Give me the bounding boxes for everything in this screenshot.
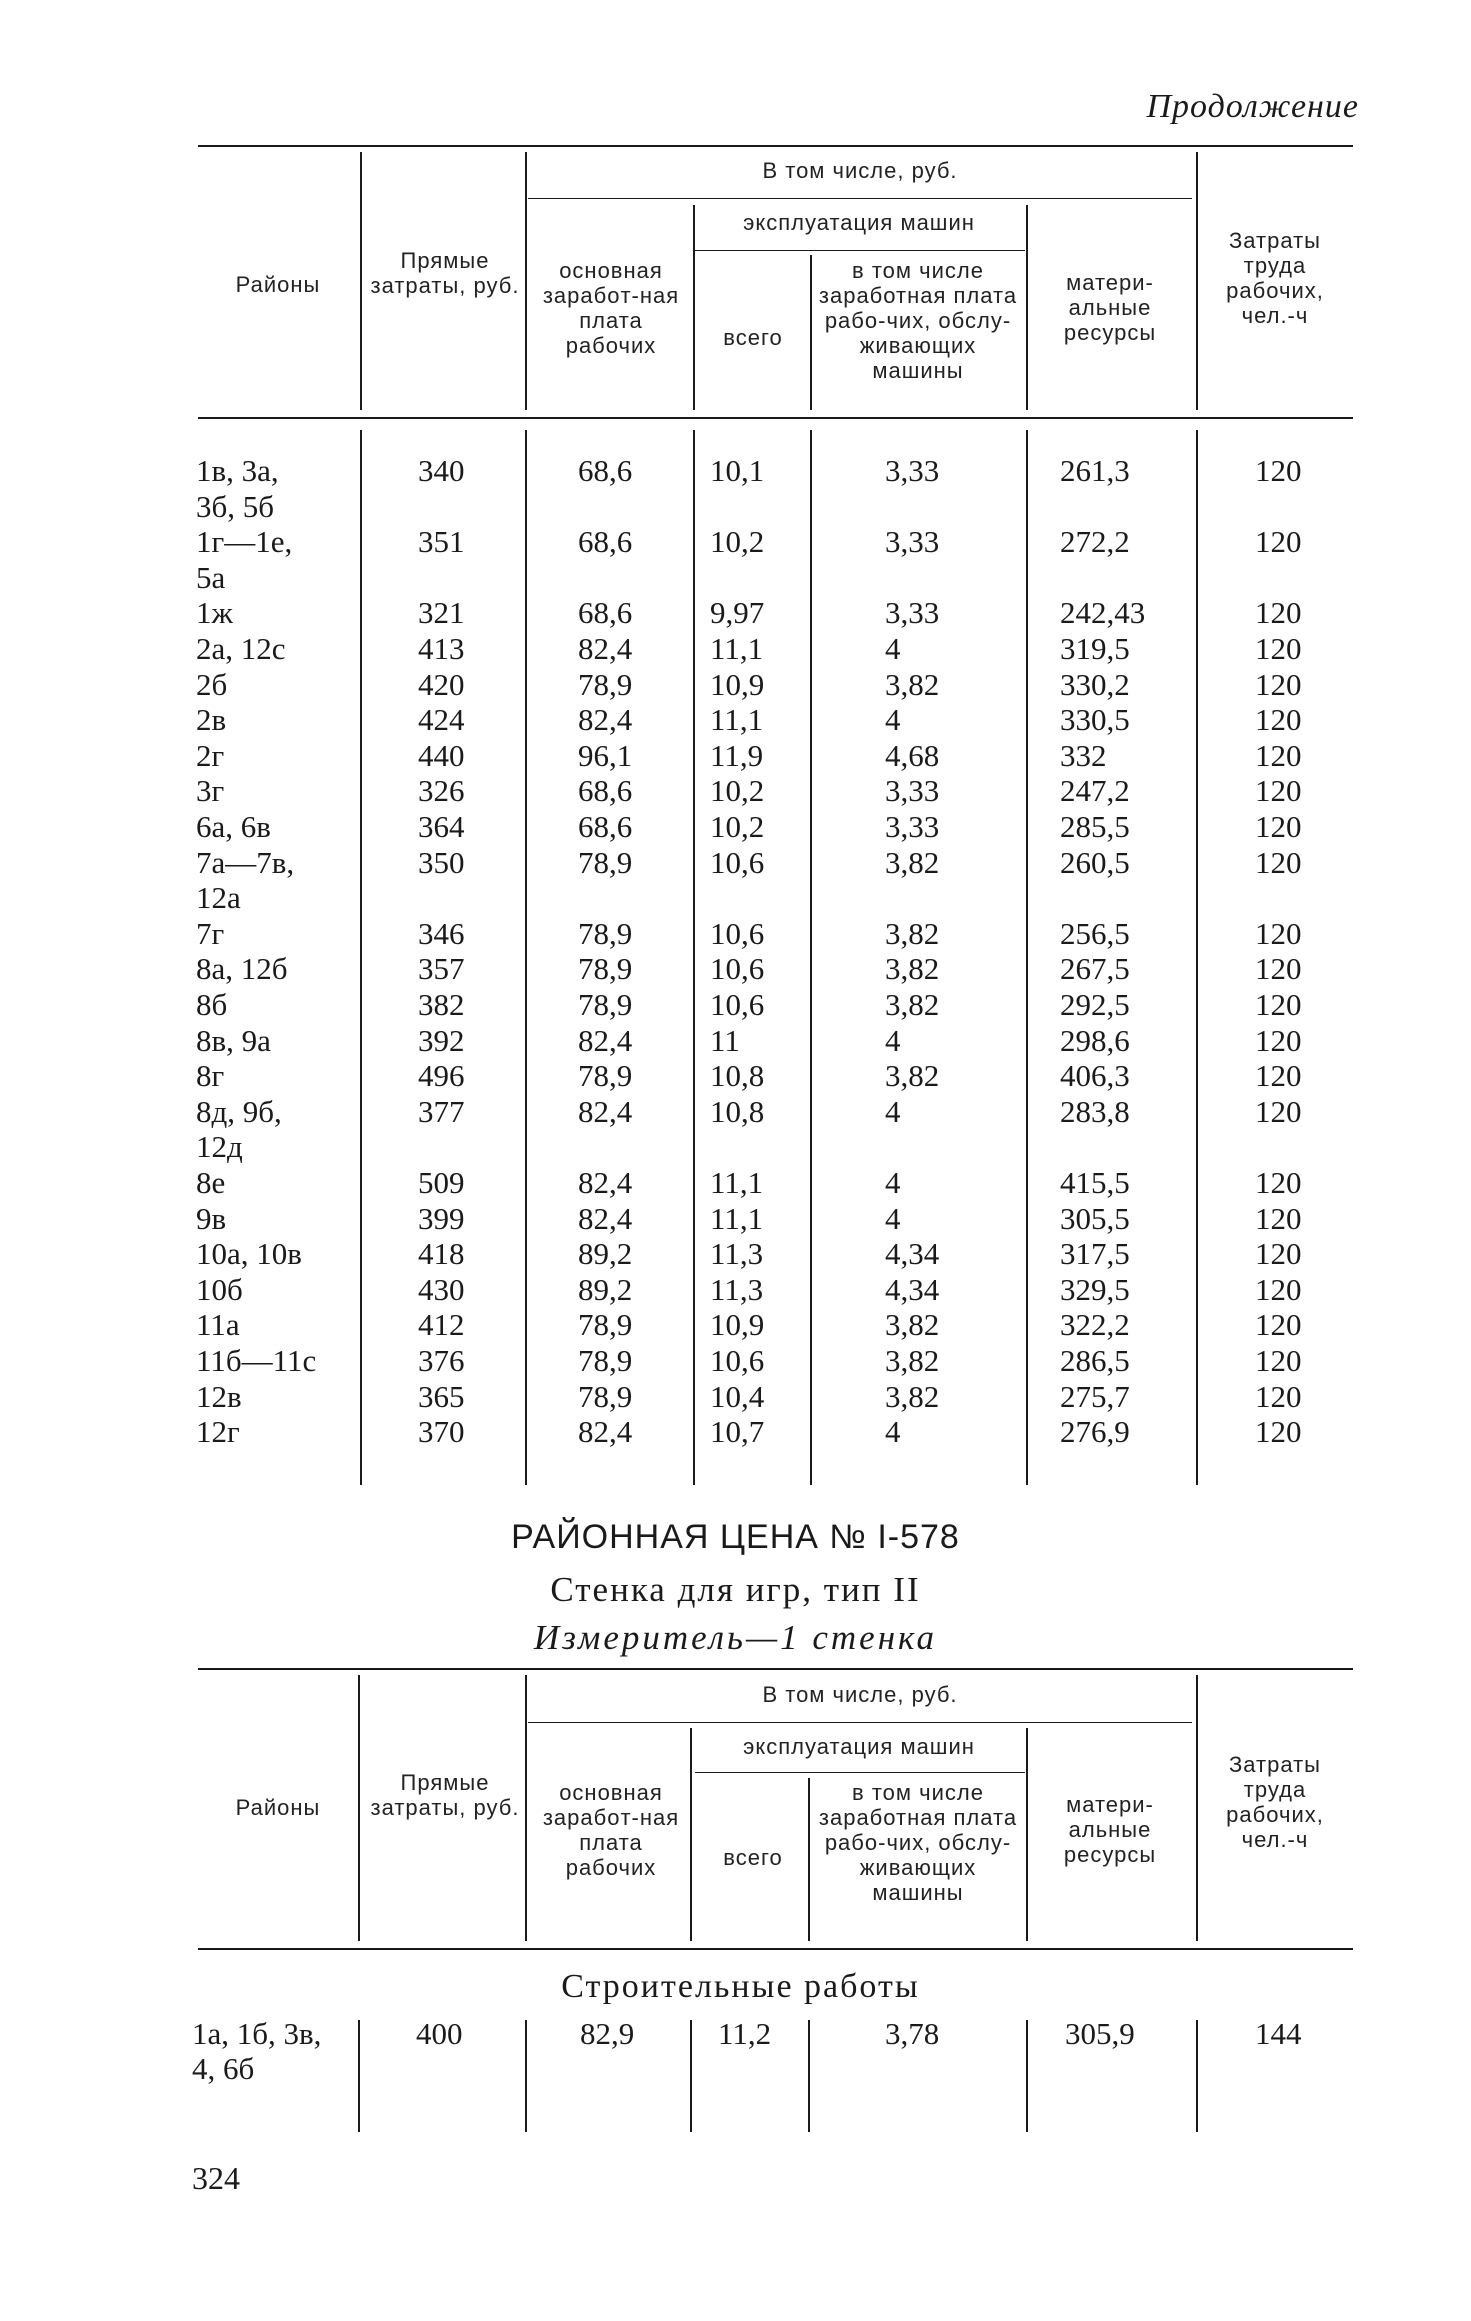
header-machine-wage: в том числе заработная плата рабо-чих, обслу-живающих машины: [818, 258, 1018, 383]
cell-district: 9в: [196, 1200, 227, 1236]
cell-machine-total: 10,6: [710, 915, 765, 951]
cell-machine-wage: 3,33: [885, 524, 940, 560]
cell-labor: 120: [1255, 1343, 1302, 1378]
header-vline: [1026, 205, 1028, 410]
header-vline: [810, 255, 812, 410]
cell-district: 7а—7в,: [196, 844, 295, 880]
body-vline: [525, 2020, 527, 2132]
header-vline: [690, 1728, 692, 1941]
cell-district: 3г: [196, 773, 225, 809]
cell-district: 8а, 12б: [196, 951, 288, 987]
cell-direct-costs: 340: [418, 453, 465, 488]
cell-district: 2б: [196, 666, 228, 702]
header-vline: [525, 152, 527, 410]
cell-district: 12д: [196, 1129, 243, 1165]
cell-machine-total: 10,7: [710, 1414, 765, 1450]
cell-direct-costs: 420: [418, 666, 465, 702]
cell-machine-wage: 4: [885, 1414, 901, 1450]
table1-header-rule: [198, 417, 1353, 419]
cell-machine-wage: 3,82: [885, 1378, 940, 1414]
cell-machine-wage: 4: [885, 702, 901, 738]
cell-materials: 242,43: [1060, 595, 1146, 631]
cell-machine-total: 10,1: [710, 453, 765, 488]
header-districts: Районы: [235, 1795, 321, 1820]
header-basic-wage: основная зарабoт-ная плата рабочих: [542, 258, 680, 358]
cell-machine-total: 11,1: [710, 1165, 764, 1200]
section-measure: Измеритель—1 стенка: [533, 1618, 938, 1657]
cell-labor: 120: [1255, 1022, 1302, 1058]
cell-machine-wage: 3,82: [885, 1307, 940, 1343]
cell-direct-costs: 412: [418, 1307, 465, 1343]
cell-materials: 275,7: [1060, 1378, 1130, 1414]
section-title: РАЙОННАЯ ЦЕНА № I-578: [511, 1518, 960, 1556]
cell-basic-wage: 78,9: [578, 915, 633, 951]
header-materials: матери-альные ресурсы: [1063, 1792, 1157, 1867]
cell-materials: 305,9: [1065, 2016, 1135, 2051]
header-vline: [1026, 1728, 1028, 1941]
cell-basic-wage: 68,6: [578, 773, 633, 809]
cell-district: 11а: [196, 1307, 240, 1343]
cell-district: 1г—1е,: [196, 524, 293, 560]
cell-district: 8б: [196, 987, 228, 1022]
cell-machine-total: 10,8: [710, 1093, 765, 1129]
cell-labor: 120: [1255, 1307, 1302, 1343]
header-vline: [693, 205, 695, 410]
cell-materials: 256,5: [1060, 915, 1130, 951]
cell-machine-wage: 3,82: [885, 1058, 940, 1094]
cell-district: 10б: [196, 1271, 243, 1307]
header-machine-operation: эксплуатация машин: [743, 1734, 975, 1759]
cell-materials: 332: [1060, 737, 1107, 773]
cell-labor: 120: [1255, 595, 1302, 631]
cell-machine-total: 10,9: [710, 666, 765, 702]
cell-machine-total: 10,8: [710, 1058, 765, 1094]
cell-district: 12г: [196, 1414, 240, 1450]
body-vline: [360, 430, 362, 1485]
cell-machine-wage: 4,68: [885, 737, 940, 773]
cell-basic-wage: 68,6: [578, 524, 633, 560]
cell-district: 6а, 6в: [196, 809, 271, 844]
header-labor: Затраты труда рабочих, чел.-ч: [1226, 228, 1324, 328]
cell-direct-costs: 400: [416, 2016, 463, 2051]
cell-basic-wage: 82,4: [578, 702, 633, 738]
cell-district: 11б—11с: [196, 1343, 317, 1378]
cell-basic-wage: 78,9: [578, 1058, 633, 1094]
cell-basic-wage: 82,4: [578, 1022, 633, 1058]
cell-materials: 272,2: [1060, 524, 1130, 560]
cell-labor: 120: [1255, 915, 1302, 951]
cell-machine-total: 10,6: [710, 987, 765, 1022]
cell-materials: 330,2: [1060, 666, 1130, 702]
body-vline: [358, 2020, 360, 2132]
cell-labor: 120: [1255, 702, 1302, 738]
cell-materials: 330,5: [1060, 702, 1130, 738]
cell-machine-wage: 3,82: [885, 1343, 940, 1378]
cell-machine-wage: 3,82: [885, 951, 940, 987]
cell-materials: 285,5: [1060, 809, 1130, 844]
cell-machine-total: 10,2: [710, 524, 765, 560]
cell-materials: 317,5: [1060, 1236, 1130, 1272]
cell-direct-costs: 326: [418, 773, 465, 809]
cell-basic-wage: 82,9: [580, 2016, 635, 2051]
cell-basic-wage: 78,9: [578, 987, 633, 1022]
cell-machine-total: 10,4: [710, 1378, 765, 1414]
cell-district: 2в: [196, 702, 227, 738]
cell-basic-wage: 78,9: [578, 951, 633, 987]
cell-machine-wage: 3,82: [885, 915, 940, 951]
cell-direct-costs: 365: [418, 1378, 465, 1414]
cell-materials: 260,5: [1060, 844, 1130, 880]
header-machine-total: всего: [723, 1845, 783, 1870]
table2-top-rule: [198, 1668, 1353, 1670]
cell-direct-costs: 440: [418, 737, 465, 773]
header-vline: [1196, 1675, 1198, 1941]
header-direct-costs: Прямые затраты, руб.: [370, 1770, 520, 1820]
cell-machine-total: 11,1: [710, 702, 764, 738]
cell-basic-wage: 82,4: [578, 1165, 633, 1200]
cell-district: 2а, 12с: [196, 631, 286, 666]
cell-direct-costs: 321: [418, 595, 465, 631]
cell-machine-wage: 3,78: [885, 2016, 940, 2051]
cell-machine-total: 11,3: [710, 1236, 764, 1272]
cell-machine-total: 10,6: [710, 844, 765, 880]
cell-labor: 120: [1255, 809, 1302, 844]
cell-materials: 283,8: [1060, 1093, 1130, 1129]
cell-district: 1ж: [196, 595, 233, 631]
cell-district: 3б, 5б: [196, 488, 275, 524]
body-vline: [1196, 430, 1198, 1485]
header-vline: [360, 152, 362, 410]
cell-district: 2г: [196, 737, 225, 773]
body-vline: [693, 430, 695, 1485]
body-vline: [1196, 2020, 1198, 2132]
cell-machine-wage: 4: [885, 1165, 901, 1200]
cell-machine-wage: 4: [885, 1022, 901, 1058]
cell-direct-costs: 376: [418, 1343, 465, 1378]
cell-direct-costs: 392: [418, 1022, 465, 1058]
cell-direct-costs: 350: [418, 844, 465, 880]
header-including: В том числе, руб.: [762, 158, 958, 183]
cell-basic-wage: 82,4: [578, 1093, 633, 1129]
cell-basic-wage: 68,6: [578, 809, 633, 844]
cell-labor: 120: [1255, 1236, 1302, 1272]
cell-machine-total: 11,9: [710, 737, 764, 773]
cell-materials: 247,2: [1060, 773, 1130, 809]
table2-header-rule: [198, 1948, 1353, 1950]
cell-basic-wage: 89,2: [578, 1271, 633, 1307]
cell-machine-wage: 4,34: [885, 1271, 940, 1307]
cell-materials: 267,5: [1060, 951, 1130, 987]
cell-district: 8г: [196, 1058, 225, 1094]
header-including: В том числе, руб.: [762, 1682, 958, 1707]
cell-basic-wage: 96,1: [578, 737, 633, 773]
header-vline: [525, 1675, 527, 1941]
header-direct-costs: Прямые затраты, руб.: [370, 248, 520, 298]
header-machine-operation: эксплуатация машин: [743, 210, 975, 235]
cell-materials: 298,6: [1060, 1022, 1130, 1058]
cell-district: 5а: [196, 559, 226, 595]
body-vline: [810, 430, 812, 1485]
cell-labor: 120: [1255, 951, 1302, 987]
header-materials: матери-альные ресурсы: [1063, 270, 1157, 345]
cell-labor: 120: [1255, 737, 1302, 773]
cell-direct-costs: 370: [418, 1414, 465, 1450]
cell-machine-wage: 3,82: [885, 987, 940, 1022]
cell-direct-costs: 496: [418, 1058, 465, 1094]
cell-direct-costs: 509: [418, 1165, 465, 1200]
cell-labor: 120: [1255, 666, 1302, 702]
header-rule-including: [528, 1722, 1192, 1723]
cell-labor: 120: [1255, 1200, 1302, 1236]
header-districts: Районы: [235, 272, 321, 297]
cell-labor: 144: [1255, 2016, 1302, 2051]
cell-machine-total: 11,1: [710, 1200, 764, 1236]
cell-machine-wage: 3,33: [885, 809, 940, 844]
cell-direct-costs: 364: [418, 809, 465, 844]
header-vline: [1196, 152, 1198, 410]
table1-top-rule: [198, 145, 1353, 147]
cell-materials: 276,9: [1060, 1414, 1130, 1450]
cell-machine-wage: 3,33: [885, 773, 940, 809]
cell-basic-wage: 82,4: [578, 631, 633, 666]
cell-direct-costs: 418: [418, 1236, 465, 1272]
cell-machine-wage: 3,33: [885, 453, 940, 488]
cell-district: 12а: [196, 880, 241, 916]
cell-materials: 415,5: [1060, 1165, 1130, 1200]
cell-basic-wage: 78,9: [578, 1343, 633, 1378]
cell-materials: 322,2: [1060, 1307, 1130, 1343]
cell-machine-wage: 4: [885, 631, 901, 666]
cell-basic-wage: 68,6: [578, 453, 633, 488]
cell-direct-costs: 377: [418, 1093, 465, 1129]
cell-basic-wage: 82,4: [578, 1200, 633, 1236]
header-rule-machine: [695, 250, 1025, 251]
cell-labor: 120: [1255, 1093, 1302, 1129]
cell-basic-wage: 89,2: [578, 1236, 633, 1272]
cell-labor: 120: [1255, 1058, 1302, 1094]
cell-district: 1в, 3а,: [196, 453, 279, 488]
cell-machine-total: 10,2: [710, 773, 765, 809]
cell-materials: 286,5: [1060, 1343, 1130, 1378]
cell-materials: 406,3: [1060, 1058, 1130, 1094]
cell-basic-wage: 68,6: [578, 595, 633, 631]
continuation-label: Продолжение: [1146, 88, 1359, 125]
header-rule-including: [528, 198, 1192, 199]
cell-district: 1а, 1б, 3в,: [192, 2016, 322, 2051]
header-basic-wage: основная зарабoт-ная плата рабочих: [542, 1780, 680, 1880]
cell-machine-wage: 3,82: [885, 666, 940, 702]
body-vline: [808, 2020, 810, 2132]
cell-basic-wage: 78,9: [578, 844, 633, 880]
cell-machine-wage: 3,82: [885, 844, 940, 880]
section-subtitle: Стенка для игр, тип II: [550, 1570, 921, 1609]
cell-district: 7г: [196, 915, 225, 951]
group-label: Строительные работы: [561, 1968, 920, 2005]
cell-district: 8е: [196, 1165, 226, 1200]
cell-labor: 120: [1255, 773, 1302, 809]
cell-basic-wage: 78,9: [578, 1307, 633, 1343]
cell-machine-total: 10,6: [710, 1343, 765, 1378]
cell-materials: 305,5: [1060, 1200, 1130, 1236]
cell-direct-costs: 399: [418, 1200, 465, 1236]
cell-direct-costs: 424: [418, 702, 465, 738]
cell-machine-total: 10,2: [710, 809, 765, 844]
cell-labor: 120: [1255, 844, 1302, 880]
cell-labor: 120: [1255, 1414, 1302, 1450]
header-rule-machine: [695, 1772, 1025, 1773]
cell-district: 10а, 10в: [196, 1236, 302, 1272]
cell-basic-wage: 82,4: [578, 1414, 633, 1450]
header-machine-total: всего: [723, 325, 783, 350]
cell-labor: 120: [1255, 987, 1302, 1022]
cell-district: 12в: [196, 1378, 242, 1414]
header-machine-wage: в том числе заработная плата рабо-чих, обслу-живающих машины: [818, 1780, 1018, 1905]
cell-labor: 120: [1255, 524, 1302, 560]
body-vline: [1026, 430, 1028, 1485]
cell-direct-costs: 413: [418, 631, 465, 666]
cell-direct-costs: 346: [418, 915, 465, 951]
cell-machine-total: 11,2: [718, 2016, 772, 2051]
cell-direct-costs: 351: [418, 524, 465, 560]
body-vline: [690, 2020, 692, 2132]
cell-machine-total: 9,97: [710, 595, 765, 631]
cell-district: 4, 6б: [192, 2051, 255, 2086]
cell-labor: 120: [1255, 1165, 1302, 1200]
header-vline: [358, 1675, 360, 1941]
body-vline: [1026, 2020, 1028, 2132]
cell-basic-wage: 78,9: [578, 666, 633, 702]
cell-labor: 120: [1255, 1378, 1302, 1414]
cell-labor: 120: [1255, 453, 1302, 488]
body-vline: [525, 430, 527, 1485]
cell-direct-costs: 430: [418, 1271, 465, 1307]
cell-labor: 120: [1255, 631, 1302, 666]
cell-machine-wage: 4: [885, 1093, 901, 1129]
cell-machine-wage: 4,34: [885, 1236, 940, 1272]
cell-machine-total: 10,9: [710, 1307, 765, 1343]
cell-machine-wage: 3,33: [885, 595, 940, 631]
cell-district: 8д, 9б,: [196, 1093, 282, 1129]
cell-direct-costs: 357: [418, 951, 465, 987]
header-labor: Затраты труда рабочих, чел.-ч: [1226, 1752, 1324, 1852]
cell-machine-total: 11,3: [710, 1271, 764, 1307]
cell-materials: 329,5: [1060, 1271, 1130, 1307]
cell-machine-total: 10,6: [710, 951, 765, 987]
page-number: 324: [192, 2160, 240, 2196]
cell-materials: 292,5: [1060, 987, 1130, 1022]
cell-basic-wage: 78,9: [578, 1378, 633, 1414]
cell-district: 8в, 9а: [196, 1022, 271, 1058]
cell-materials: 261,3: [1060, 453, 1130, 488]
cell-materials: 319,5: [1060, 631, 1130, 666]
cell-direct-costs: 382: [418, 987, 465, 1022]
cell-machine-total: 11,1: [710, 631, 764, 666]
cell-machine-wage: 4: [885, 1200, 901, 1236]
cell-machine-total: 11: [710, 1022, 740, 1058]
header-vline: [808, 1778, 810, 1941]
cell-labor: 120: [1255, 1271, 1302, 1307]
